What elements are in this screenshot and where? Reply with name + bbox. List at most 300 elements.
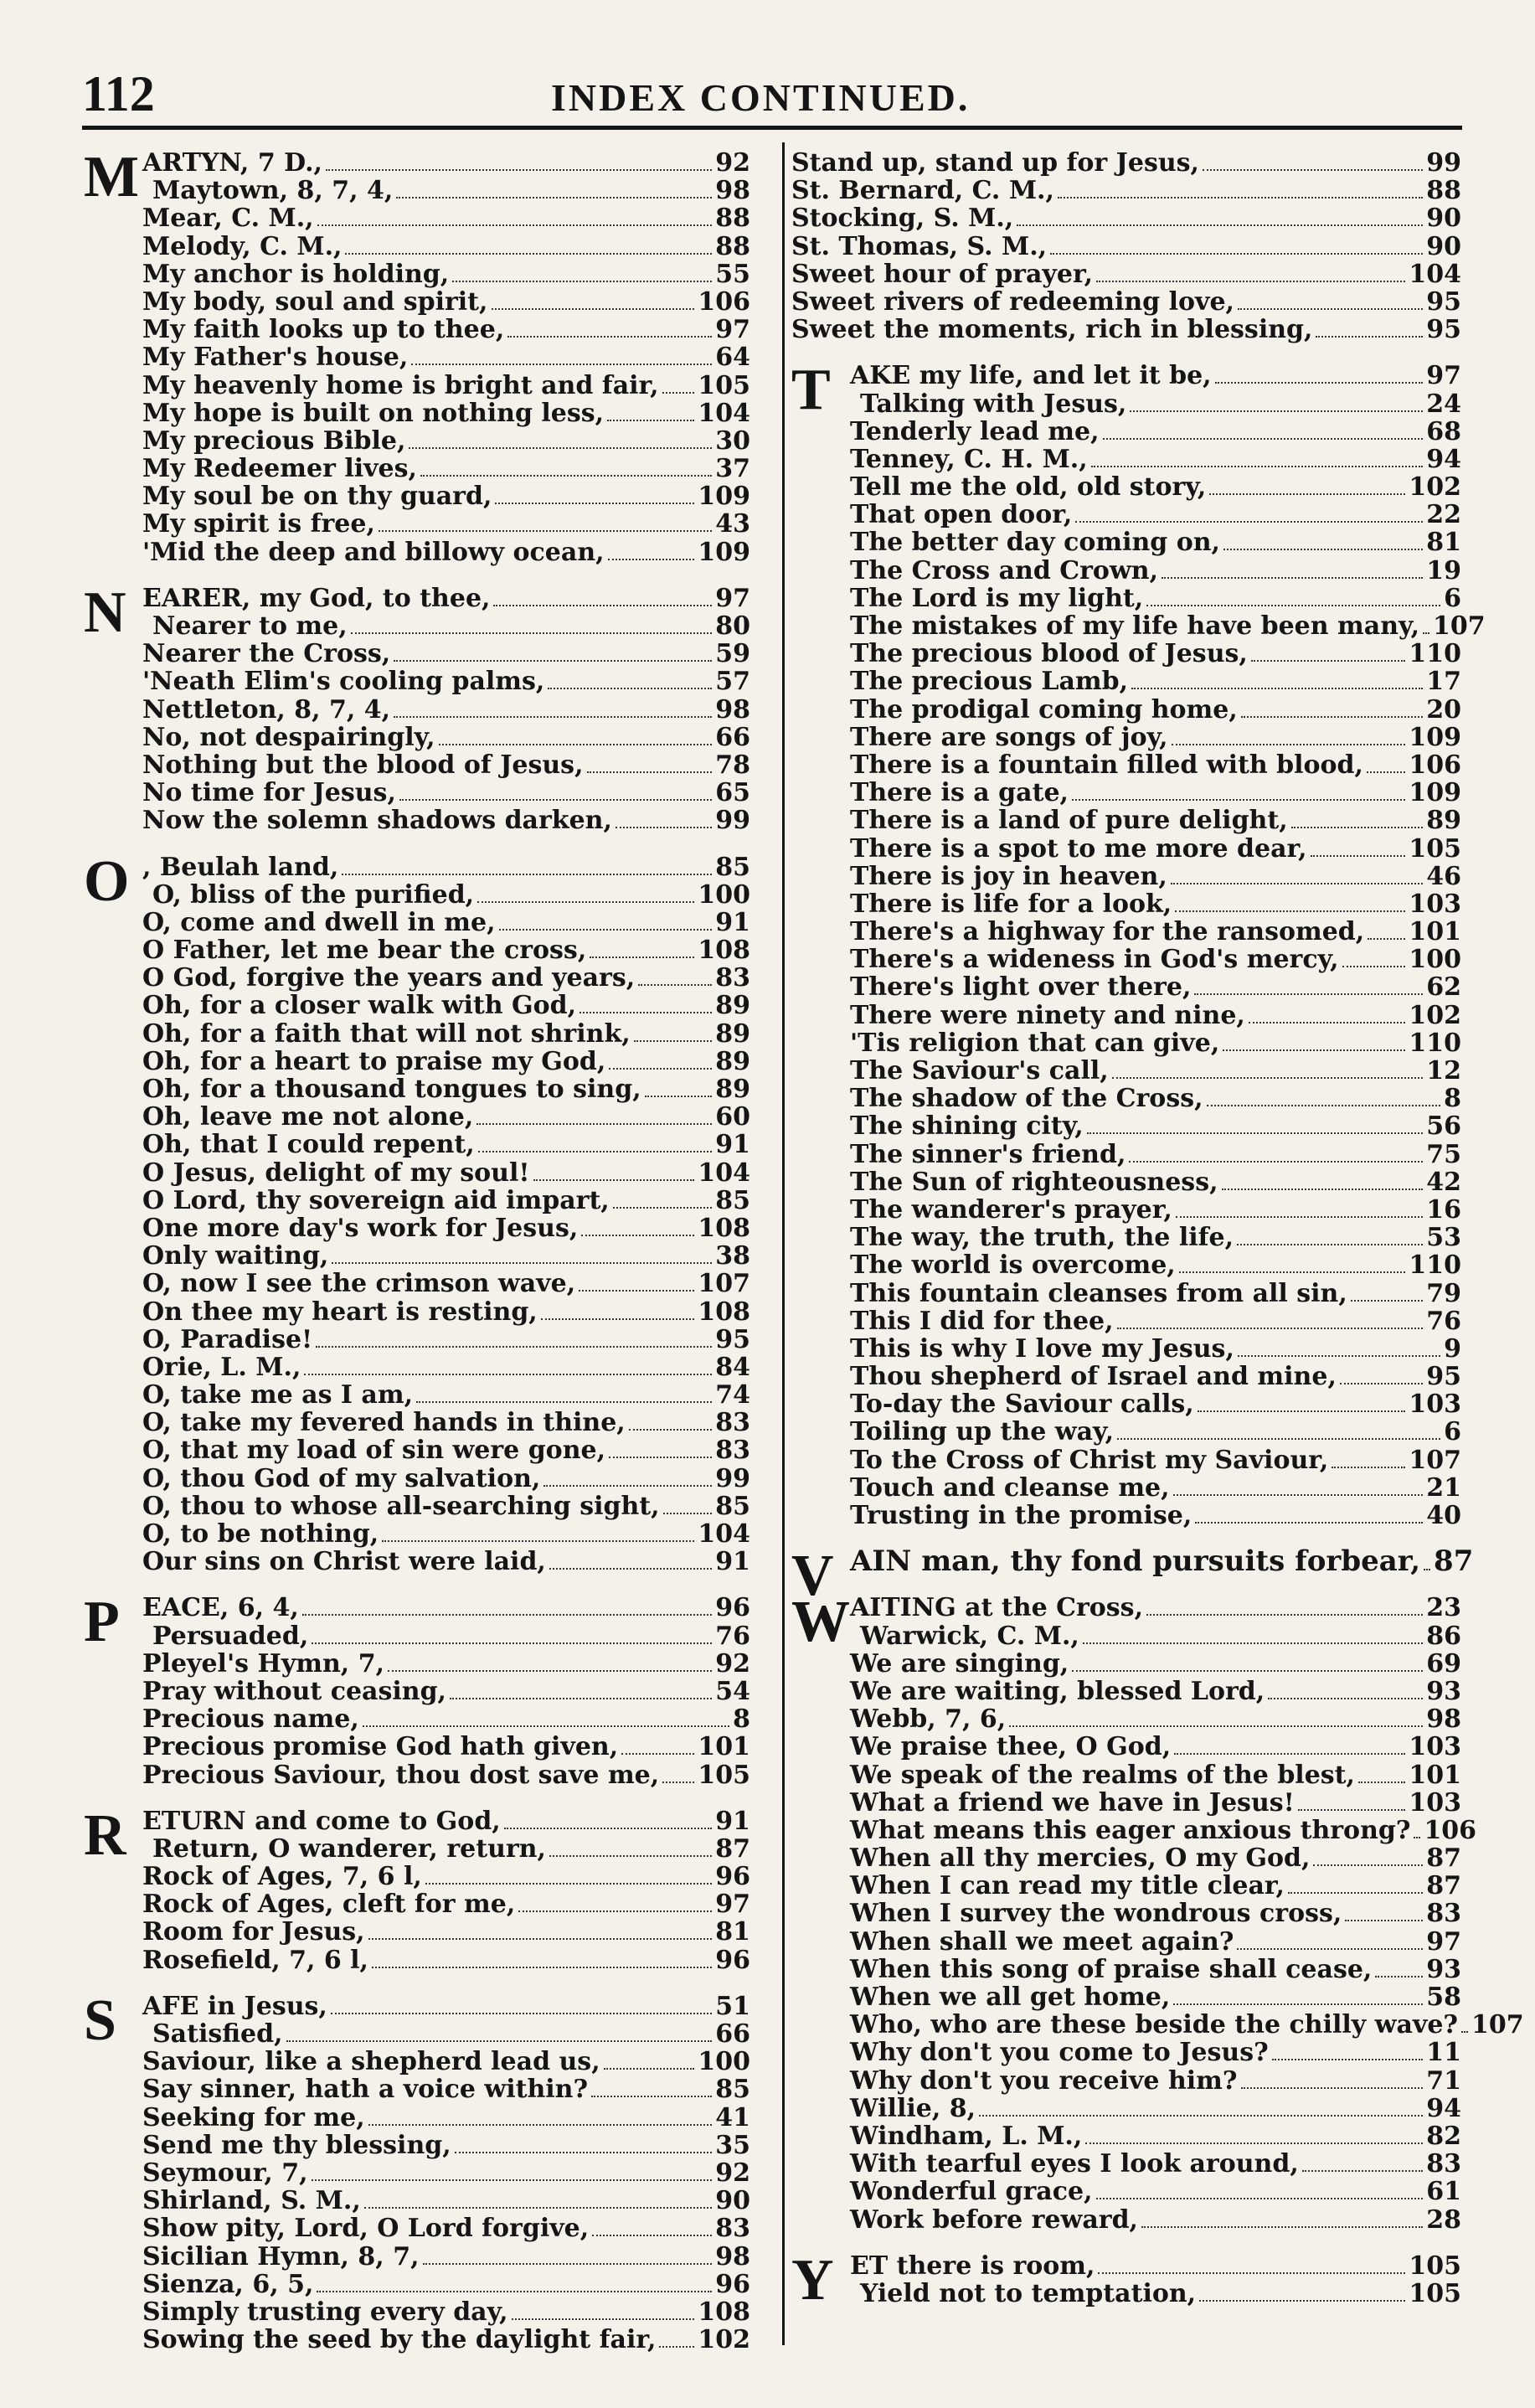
entry-title: There is joy in heaven, — [850, 861, 1167, 891]
entry-page-number: 85 — [715, 1491, 750, 1521]
entry-page-number: 97 — [715, 315, 750, 345]
dot-leader — [1311, 855, 1406, 857]
entry-title: AIN man, thy fond pursuits forbear, — [850, 1544, 1421, 1579]
entry-page-number: 100 — [1409, 945, 1461, 975]
dot-leader — [1173, 2003, 1423, 2005]
entry-page-number: 88 — [715, 204, 750, 234]
dot-leader — [439, 744, 713, 745]
entry-title: Warwick, C. M., — [860, 1621, 1079, 1651]
entry-title: Oh, for a faith that will not shrink, — [142, 1018, 631, 1049]
entry-page-number: 78 — [715, 750, 750, 780]
index-entry — [850, 1983, 1461, 2011]
entry-title: Room for Jesus, — [142, 1917, 365, 1947]
entry-title: The precious Lamb, — [850, 667, 1129, 697]
index-entry — [850, 1872, 1461, 1900]
entry-page-number: 105 — [1409, 2278, 1461, 2308]
entry-title: There's a wideness in God's mercy, — [850, 945, 1339, 975]
entry-title: When I survey the wondrous cross, — [850, 1899, 1342, 1929]
dot-leader — [1174, 1753, 1405, 1755]
index-entry — [142, 260, 750, 288]
index-entry — [142, 696, 750, 724]
entry-title: My faith looks up to thee, — [142, 315, 505, 345]
dot-leader — [372, 1967, 712, 1968]
dot-leader — [645, 1096, 713, 1097]
dot-leader — [316, 1346, 712, 1348]
dot-leader — [1198, 1410, 1406, 1412]
entry-page-number: 58 — [1426, 1983, 1461, 2012]
dot-leader — [1414, 1837, 1420, 1838]
entry-title: Only waiting, — [142, 1241, 329, 1271]
dot-leader — [312, 2179, 713, 2181]
index-entry — [142, 2075, 750, 2103]
dot-leader — [1203, 169, 1423, 171]
index-entry — [142, 1436, 750, 1464]
dot-leader — [455, 2152, 713, 2153]
section-initial: R — [84, 1802, 126, 1868]
dot-leader — [548, 688, 712, 689]
entry-page-number: 96 — [715, 1945, 750, 1975]
entry-page-number: 102 — [1409, 1000, 1461, 1030]
dot-leader — [613, 1207, 712, 1209]
index-entry — [850, 2178, 1461, 2205]
dot-leader — [1162, 577, 1423, 579]
entry-page-number: 74 — [715, 1380, 750, 1410]
dot-leader — [518, 1910, 712, 1912]
entry-page-number: 110 — [1409, 639, 1461, 669]
entry-title: 'Mid the deep and billowy ocean, — [142, 537, 605, 567]
index-entry — [850, 863, 1461, 890]
entry-page-number: 105 — [698, 1760, 750, 1790]
dot-leader — [1085, 2142, 1423, 2144]
entry-page-number: 99 — [715, 1463, 750, 1493]
dot-leader — [579, 1012, 712, 1013]
entry-page-number: 97 — [715, 583, 750, 613]
entry-title: Stocking, S. M., — [791, 204, 1014, 234]
dot-leader — [416, 1401, 712, 1403]
dot-leader — [1072, 1670, 1423, 1672]
index-entry — [142, 751, 750, 779]
entry-page-number: 83 — [715, 2214, 750, 2244]
entry-title: Sweet rivers of redeeming love, — [791, 286, 1234, 317]
dot-leader — [492, 308, 695, 310]
entry-page-number: 104 — [698, 398, 750, 428]
dot-leader — [1117, 1328, 1424, 1329]
entry-page-number: 110 — [1409, 1250, 1461, 1281]
index-entry — [142, 1298, 750, 1326]
index-entry — [850, 1307, 1461, 1335]
entry-page-number: 61 — [1426, 2177, 1461, 2207]
entry-title: Thou shepherd of Israel and mine, — [850, 1362, 1337, 1392]
entry-title: When shall we meet again? — [850, 1926, 1234, 1957]
index-section — [84, 1988, 750, 2355]
dot-leader — [1342, 966, 1406, 967]
index-section — [84, 1802, 750, 1975]
dot-leader — [979, 2115, 1423, 2117]
entry-page-number: 64 — [715, 343, 750, 373]
dot-leader — [1171, 883, 1423, 884]
entry-page-number: 103 — [1409, 1787, 1461, 1818]
dot-leader — [1175, 910, 1405, 912]
entry-page-number: 37 — [715, 454, 750, 484]
entry-title: Nothing but the blood of Jesus, — [142, 750, 584, 780]
entry-title: ETURN and come to God, — [142, 1806, 501, 1836]
entry-title: O, thou God of my salvation, — [142, 1463, 541, 1493]
index-section — [791, 2247, 1461, 2313]
entry-title: O, to be nothing, — [142, 1519, 379, 1549]
dot-leader — [659, 2346, 694, 2348]
index-entry — [142, 1465, 750, 1493]
entry-title: ARTYN, 7 D., — [142, 148, 322, 178]
entry-title: Rosefield, 7, 6 l, — [142, 1945, 368, 1975]
entry-page-number: 98 — [715, 176, 750, 206]
entry-title: Seymour, 7, — [142, 2158, 308, 2188]
entry-title: Tenderly lead me, — [850, 416, 1100, 446]
index-entry — [791, 233, 1461, 260]
index-entry — [850, 1678, 1461, 1705]
entry-title: The world is overcome, — [850, 1250, 1176, 1281]
index-entry — [850, 446, 1461, 473]
index-entry — [142, 233, 750, 260]
index-entry — [142, 204, 750, 232]
entry-title: We are singing, — [850, 1648, 1069, 1678]
dot-leader — [607, 420, 694, 421]
index-entry — [142, 1733, 750, 1761]
entry-page-number: 65 — [715, 778, 750, 808]
index-entry — [142, 316, 750, 343]
entry-page-number: 109 — [1409, 722, 1461, 752]
entry-title: Return, O wanderer, return, — [152, 1833, 546, 1864]
entry-title: Precious Saviour, thou dost save me, — [142, 1760, 660, 1790]
entry-title: Satisfied, — [152, 2019, 283, 2049]
index-entry — [850, 501, 1461, 529]
entry-page-number: 8 — [1444, 1084, 1461, 1114]
entry-page-number: 57 — [715, 667, 750, 697]
dot-leader — [579, 1290, 694, 1292]
index-entry — [850, 2010, 1524, 2040]
index-entry — [142, 1863, 750, 1890]
index-entry — [850, 1363, 1461, 1390]
entry-page-number: 23 — [1426, 1593, 1461, 1623]
entry-page-number: 91 — [715, 1806, 750, 1836]
entry-page-number: 11 — [1426, 2038, 1461, 2068]
entry-page-number: 110 — [1409, 1028, 1461, 1058]
dot-leader — [1103, 438, 1424, 440]
dot-leader — [382, 1540, 694, 1542]
entry-page-number: 109 — [698, 482, 750, 512]
index-entry — [850, 668, 1461, 695]
index-entry — [850, 2252, 1461, 2280]
entry-page-number: 87 — [1426, 1871, 1461, 1901]
entry-page-number: 93 — [1426, 1676, 1461, 1706]
entry-title: O, thou to whose all-searching sight, — [142, 1491, 660, 1521]
entry-title: To-day the Saviour calls, — [850, 1390, 1194, 1420]
index-entry — [850, 2280, 1461, 2307]
index-entry — [142, 1103, 750, 1131]
entry-page-number: 108 — [698, 2297, 750, 2327]
entry-title: Rock of Ages, 7, 6 l, — [142, 1862, 422, 1892]
index-entry — [850, 1650, 1461, 1678]
index-entry — [850, 1789, 1461, 1817]
index-entry — [142, 1650, 750, 1678]
dot-leader — [1112, 1077, 1424, 1079]
entry-title: Oh, for a thousand tongues to sing, — [142, 1075, 641, 1104]
entry-title: There is a gate, — [850, 778, 1069, 808]
entry-page-number: 95 — [715, 1324, 750, 1354]
entry-title: Toiling up the way, — [850, 1417, 1115, 1447]
dot-leader — [549, 1568, 712, 1570]
entry-title: Pleyel's Hymn, 7, — [142, 1648, 385, 1678]
entry-page-number: 93 — [1426, 1954, 1461, 1984]
entry-title: There is a fountain filled with blood, — [850, 750, 1363, 780]
index-entry — [850, 362, 1461, 389]
index-entry — [142, 1548, 750, 1575]
index-entry — [850, 1622, 1461, 1650]
dot-leader — [1223, 549, 1423, 550]
dot-leader — [1249, 1022, 1406, 1024]
entry-page-number: 30 — [715, 425, 750, 456]
page-title: INDEX CONTINUED. — [551, 76, 971, 119]
index-entry — [142, 1270, 750, 1297]
entry-title: O, come and dwell in me, — [142, 907, 496, 937]
index-entry — [142, 510, 750, 538]
entry-title: No time for Jesus, — [142, 778, 396, 808]
entry-page-number: 106 — [1409, 750, 1461, 780]
index-entry — [142, 668, 750, 695]
entry-title: The Cross and Crown, — [850, 555, 1159, 585]
entry-title: O, bliss of the purified, — [152, 879, 475, 910]
dot-leader — [592, 2235, 712, 2236]
index-entry — [850, 807, 1461, 834]
entry-page-number: 81 — [1426, 528, 1461, 558]
entry-page-number: 85 — [715, 852, 750, 882]
index-entry — [142, 1918, 750, 1946]
dot-leader — [608, 559, 695, 560]
dot-leader — [476, 1123, 712, 1125]
index-entry — [850, 1844, 1461, 1872]
index-entry — [791, 288, 1461, 316]
section-initial: P — [84, 1590, 120, 1655]
dot-leader — [1302, 2170, 1423, 2172]
index-entry — [142, 1354, 750, 1381]
entry-title: The shadow of the Cross, — [850, 1084, 1203, 1114]
entry-page-number: 69 — [1426, 1648, 1461, 1678]
index-entry — [850, 1196, 1461, 1224]
entry-page-number: 42 — [1426, 1167, 1461, 1197]
entry-title: Oh, leave me not alone, — [142, 1102, 474, 1132]
entry-page-number: 89 — [715, 1018, 750, 1049]
index-entry — [142, 1020, 750, 1048]
entry-page-number: 56 — [1426, 1111, 1461, 1142]
entry-page-number: 85 — [715, 1185, 750, 1215]
entry-title: When I can read my title clear, — [850, 1871, 1285, 1901]
index-entry — [850, 724, 1461, 751]
entry-title: Maytown, 8, 7, 4, — [152, 176, 394, 206]
dot-leader — [663, 1513, 713, 1514]
index-entry — [142, 1326, 750, 1354]
index-entry — [142, 881, 750, 909]
dot-leader — [1288, 1892, 1423, 1894]
index-entry — [850, 2206, 1461, 2234]
dot-leader — [312, 1642, 712, 1644]
entry-title: Nearer the Cross, — [142, 639, 391, 669]
entry-title: My heavenly home is bright and fair, — [142, 370, 659, 400]
dot-leader — [1316, 336, 1423, 338]
index-entry — [850, 557, 1461, 585]
entry-title: O Father, let me bear the cross, — [142, 936, 587, 966]
entry-title: Why don't you receive him? — [850, 2065, 1238, 2096]
dot-leader — [629, 1429, 712, 1431]
entry-page-number: 40 — [1426, 1501, 1461, 1530]
entry-page-number: 95 — [1426, 286, 1461, 317]
dot-leader — [1017, 224, 1423, 226]
section-initial: T — [791, 358, 831, 423]
index-entry — [142, 427, 750, 455]
dot-leader — [420, 475, 712, 477]
dot-leader — [662, 1782, 694, 1783]
dot-leader — [1340, 1383, 1423, 1384]
entry-title: Sicilian Hymn, 8, 7, — [142, 2241, 420, 2271]
entry-title: Who, who are these beside the chilly wave? — [850, 2010, 1459, 2040]
dot-leader — [1199, 2300, 1405, 2302]
entry-title: Sowing the seed by the daylight fair, — [142, 2325, 657, 2355]
dot-leader — [1272, 2059, 1424, 2060]
dot-leader — [342, 874, 712, 875]
index-entry — [850, 2039, 1461, 2066]
entry-page-number: 35 — [715, 2130, 750, 2160]
index-entry — [142, 1761, 750, 1789]
dot-leader — [1313, 1864, 1423, 1866]
page-number: 112 — [82, 66, 155, 121]
entry-page-number: 82 — [1426, 2121, 1461, 2151]
dot-leader — [1096, 281, 1405, 282]
entry-title: Simply trusting every day, — [142, 2297, 508, 2327]
index-entry — [850, 1141, 1461, 1168]
index-entry — [142, 936, 750, 964]
dot-leader — [609, 1457, 712, 1458]
entry-page-number: 12 — [1426, 1056, 1461, 1085]
entry-title: My anchor is holding, — [142, 259, 450, 289]
entry-page-number: 24 — [1426, 389, 1461, 419]
entry-title: The better day coming on, — [850, 528, 1220, 558]
entry-title: O, Paradise! — [142, 1324, 313, 1354]
dot-leader — [1075, 521, 1423, 523]
dot-leader — [662, 392, 695, 394]
index-entry — [850, 418, 1461, 446]
index-entry — [791, 177, 1461, 204]
index-entry — [142, 909, 750, 936]
entry-page-number: 68 — [1426, 416, 1461, 446]
index-entry — [850, 890, 1461, 918]
index-entry — [142, 177, 750, 204]
entry-title: One more day's work for Jesus, — [142, 1213, 579, 1243]
index-section — [791, 149, 1461, 343]
entry-title: The way, the truth, the life, — [850, 1223, 1234, 1253]
index-entry — [850, 1029, 1461, 1057]
entry-page-number: 105 — [1409, 2251, 1461, 2281]
dot-leader — [1351, 1300, 1423, 1302]
index-entry — [850, 1390, 1461, 1418]
index-entry — [142, 1075, 750, 1103]
index-entry — [142, 1890, 750, 1918]
dot-leader — [302, 1614, 712, 1616]
section-initial: S — [84, 1988, 116, 2053]
entry-page-number: 79 — [1426, 1278, 1461, 1308]
entry-page-number: 86 — [1426, 1621, 1461, 1651]
index-entry — [142, 853, 750, 881]
index-entry — [850, 1502, 1461, 1529]
entry-title: There's light over there, — [850, 972, 1192, 1003]
entry-page-number: 92 — [715, 1648, 750, 1678]
entry-page-number: 54 — [715, 1676, 750, 1706]
dot-leader — [332, 1262, 712, 1264]
index-entry — [142, 1159, 750, 1187]
entry-title: To the Cross of Christ my Saviour, — [850, 1445, 1329, 1475]
entry-title: Nearer to me, — [152, 611, 348, 641]
index-entry — [142, 2020, 750, 2048]
entry-title: Work before reward, — [850, 2204, 1138, 2235]
entry-title: Trusting in the promise, — [850, 1501, 1192, 1530]
index-section — [84, 580, 750, 836]
index-entry — [850, 918, 1461, 946]
index-entry — [850, 1474, 1461, 1502]
entry-page-number: 80 — [715, 611, 750, 641]
entry-title: Willie, 8, — [850, 2093, 976, 2123]
entry-page-number: 76 — [715, 1621, 750, 1651]
index-entry — [850, 1280, 1461, 1307]
entry-title: St. Bernard, C. M., — [791, 176, 1054, 206]
index-entry — [850, 779, 1461, 807]
entry-page-number: 41 — [715, 2102, 750, 2132]
entry-title: The prodigal coming home, — [850, 694, 1238, 724]
entry-title: Sweet hour of prayer, — [791, 259, 1094, 289]
index-entry — [142, 992, 750, 1019]
entry-page-number: 104 — [698, 1519, 750, 1549]
entry-page-number: 38 — [715, 1241, 750, 1271]
index-entry — [142, 372, 750, 400]
entry-page-number: 53 — [1426, 1223, 1461, 1253]
index-entry — [142, 640, 750, 668]
index-entry — [850, 390, 1461, 418]
dot-leader — [364, 2207, 712, 2209]
entry-page-number: 6 — [1444, 583, 1461, 613]
entry-page-number: 95 — [1426, 1362, 1461, 1392]
dot-leader — [304, 1374, 712, 1375]
entry-title: Now the solemn shadows darken, — [142, 806, 612, 836]
dot-leader — [1222, 1189, 1424, 1190]
entry-page-number: 19 — [1426, 555, 1461, 585]
entry-title: This I did for thee, — [850, 1306, 1114, 1336]
index-entry — [142, 1594, 750, 1622]
entry-page-number: 102 — [698, 2325, 750, 2355]
index-entry — [850, 529, 1461, 556]
index-entry — [850, 1594, 1461, 1622]
dot-leader — [1176, 1216, 1423, 1218]
entry-title: There are songs of joy, — [850, 722, 1168, 752]
index-entry — [142, 1678, 750, 1705]
entry-title: Orie, L. M., — [142, 1352, 301, 1382]
entry-page-number: 91 — [715, 1547, 750, 1577]
dot-leader — [1072, 799, 1405, 801]
dot-leader — [499, 929, 713, 931]
dot-leader — [423, 2263, 713, 2265]
index-entry — [791, 149, 1461, 177]
entry-page-number: 87 — [1426, 1843, 1461, 1874]
entry-page-number: 105 — [698, 370, 750, 400]
page-header — [82, 65, 1462, 124]
entry-page-number: 97 — [715, 1890, 750, 1920]
entry-title: My soul be on thy guard, — [142, 482, 492, 512]
entry-page-number: 107 — [1409, 1445, 1461, 1475]
